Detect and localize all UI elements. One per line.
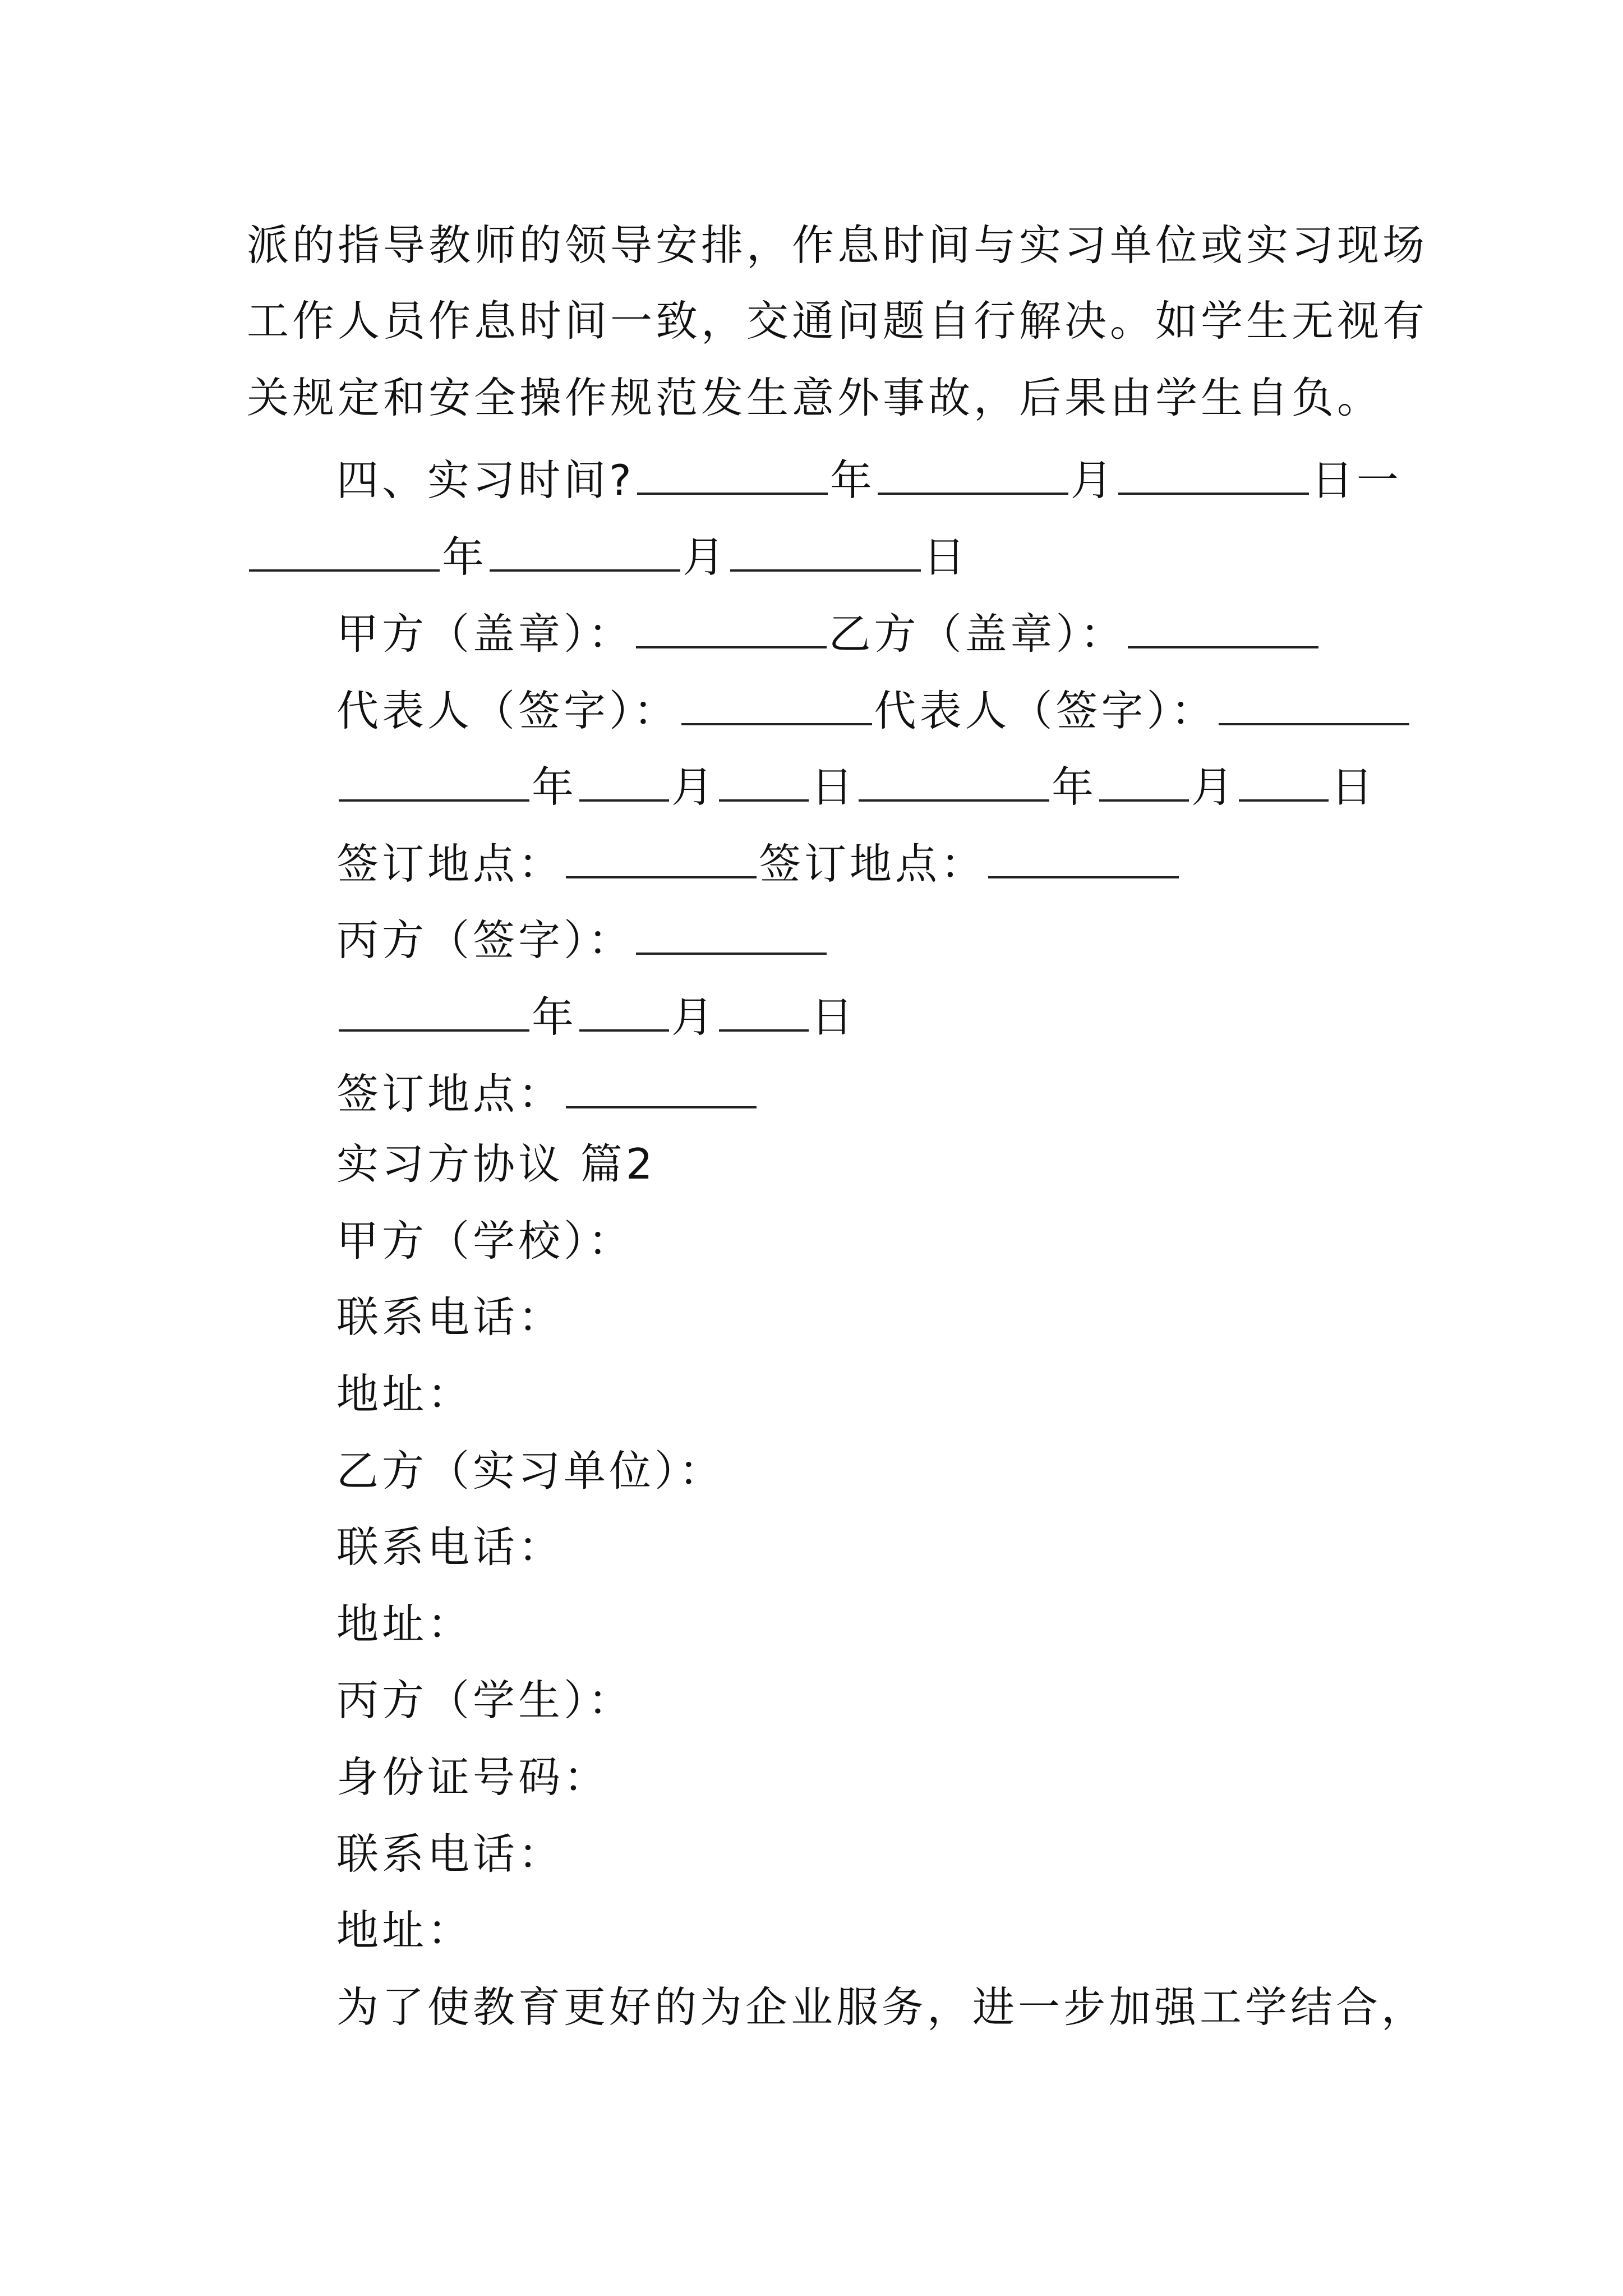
address-label: 地址： <box>336 1906 473 1955</box>
blank-field[interactable] <box>637 453 828 495</box>
representative-line <box>336 684 1412 735</box>
blank-field[interactable] <box>579 990 669 1032</box>
day-label: 日 <box>811 762 857 812</box>
address-label: 地址： <box>336 1369 473 1419</box>
sign-place-line <box>336 837 1181 889</box>
sign-place-label: 签订地点： <box>336 1069 564 1119</box>
day-label: 日 <box>811 992 857 1042</box>
internship-end-line <box>247 530 969 582</box>
month-label: 月 <box>1191 762 1237 812</box>
party-c-sign-label: 丙方（签字）： <box>336 915 634 965</box>
phone-label: 联系电话： <box>336 1522 564 1572</box>
month-label: 月 <box>671 992 717 1042</box>
blank-field[interactable] <box>566 837 757 878</box>
blank-field[interactable] <box>566 1067 757 1108</box>
party-c-sign-line <box>336 913 829 965</box>
day-dash-label: 日一 <box>1311 455 1402 505</box>
blank-field[interactable] <box>988 837 1179 878</box>
sign-place-label: 签订地点： <box>759 839 986 889</box>
representative-label: 代表人（签字）： <box>874 686 1217 735</box>
party-c-student-label: 丙方（学生）： <box>336 1676 634 1725</box>
month-label: 月 <box>1070 455 1116 505</box>
day-label: 日 <box>1331 762 1377 812</box>
blank-field[interactable] <box>636 607 827 648</box>
party-b-unit-label: 乙方（实习单位）： <box>336 1446 725 1496</box>
paragraph-line: 为了使教育更好的为企业服务，进一步加强工学结合， <box>336 1982 1427 2032</box>
blank-field[interactable] <box>579 760 669 802</box>
address-label: 地址： <box>336 1599 473 1649</box>
year-label: 年 <box>532 762 578 812</box>
blank-field[interactable] <box>1118 453 1309 495</box>
party-b-seal-label: 乙方（盖章）： <box>828 609 1126 659</box>
blank-field[interactable] <box>636 913 827 955</box>
year-label: 年 <box>1052 762 1098 812</box>
blank-field[interactable] <box>339 760 529 802</box>
phone-label: 联系电话： <box>336 1829 564 1879</box>
month-label: 月 <box>683 532 728 582</box>
seal-line <box>336 607 1321 659</box>
internship-period-label: 四、实习时间? <box>336 455 635 505</box>
blank-field[interactable] <box>859 760 1049 802</box>
blank-field[interactable] <box>1219 684 1409 725</box>
blank-field[interactable] <box>719 760 809 802</box>
month-label: 月 <box>671 762 717 812</box>
blank-field[interactable] <box>339 990 529 1032</box>
blank-field[interactable] <box>1128 607 1318 648</box>
blank-field[interactable] <box>490 530 680 572</box>
party-a-school-label: 甲方（学校）： <box>336 1216 634 1266</box>
blank-field[interactable] <box>249 530 440 572</box>
id-number-label: 身份证号码： <box>336 1752 610 1802</box>
sign-place-label: 签订地点： <box>336 839 564 889</box>
year-label: 年 <box>829 455 875 505</box>
year-label: 年 <box>442 532 488 582</box>
paragraph-line: 工作人员作息时间一致，交通问题自行解决。如学生无视有 <box>247 296 1428 346</box>
day-label: 日 <box>923 532 969 582</box>
blank-field[interactable] <box>681 684 872 725</box>
party-c-date-line <box>336 990 857 1042</box>
paragraph-line: 派的指导教师的领导安排，作息时间与实习单位或实习现场 <box>247 220 1428 270</box>
phone-label: 联系电话： <box>336 1292 564 1342</box>
blank-field[interactable] <box>1099 760 1189 802</box>
blank-field[interactable] <box>878 453 1068 495</box>
party-c-place-line <box>336 1067 759 1119</box>
paragraph-line: 关规定和安全操作规范发生意外事故，后果由学生自负。 <box>247 373 1383 422</box>
representative-label: 代表人（签字）： <box>336 686 679 735</box>
year-label: 年 <box>532 992 578 1042</box>
party-a-seal-label: 甲方（盖章）： <box>336 609 634 659</box>
blank-field[interactable] <box>719 990 809 1032</box>
sign-date-line <box>336 760 1377 812</box>
blank-field[interactable] <box>1239 760 1329 802</box>
blank-field[interactable] <box>730 530 921 572</box>
section-title: 实习方协议 篇2 <box>336 1139 656 1189</box>
internship-period-line <box>336 453 1402 505</box>
